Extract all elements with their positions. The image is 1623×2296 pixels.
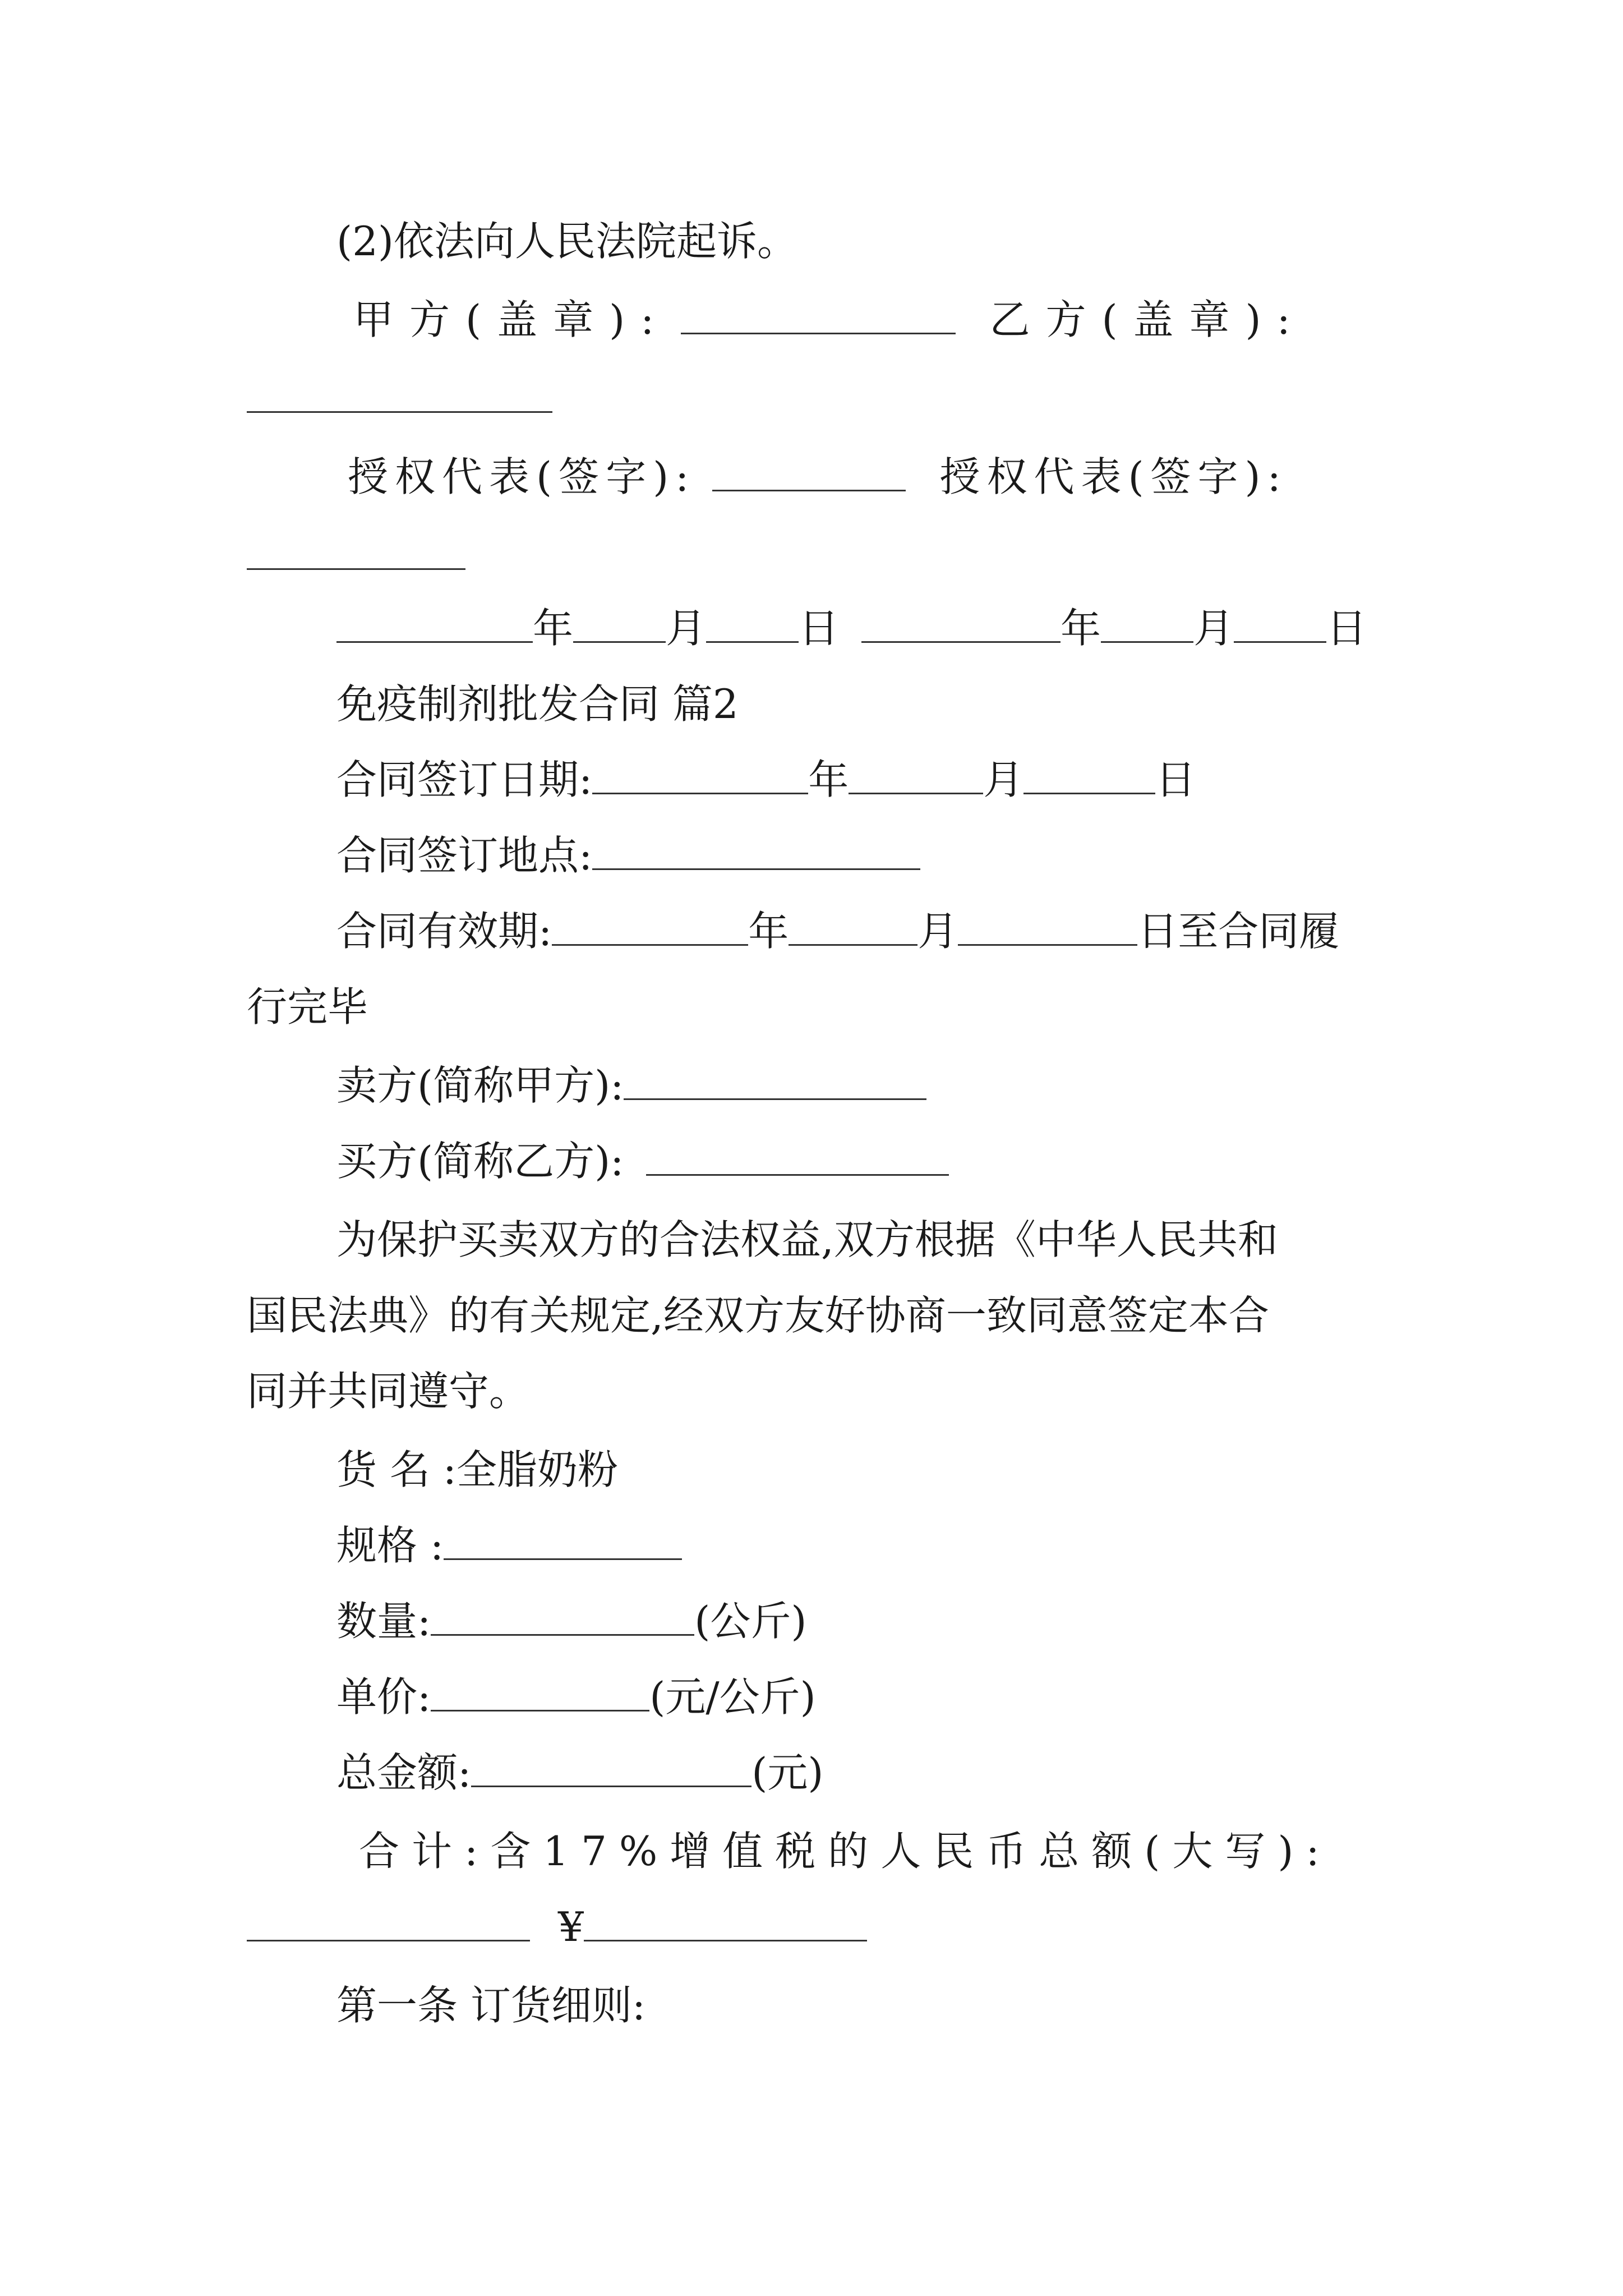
signature-dates <box>336 600 1367 656</box>
intro-line-1: 为保护买卖双方的合法权益,双方根据《中华人民共和 <box>336 1216 1278 1263</box>
seller-label: 卖方(简称甲方): <box>336 1062 624 1109</box>
month-a: 月 <box>666 605 707 652</box>
qty-label: 数量: <box>336 1598 431 1645</box>
validity-label: 合同有效期: <box>336 908 552 955</box>
seal-line <box>353 292 1306 348</box>
sign-day-blank <box>1023 793 1155 794</box>
total-unit: (元) <box>751 1749 824 1796</box>
clause-item: (2)依法向人民法院起诉。 <box>336 218 797 265</box>
month-b: 月 <box>1193 605 1234 652</box>
sign-year: 年 <box>808 756 849 803</box>
sign-place-blank <box>592 868 920 870</box>
buyer-blank <box>646 1174 949 1176</box>
buyer-label: 买方(简称乙方): <box>336 1138 624 1185</box>
price-label: 单价: <box>336 1673 431 1720</box>
rep-a-label: 授权代表(签字): <box>348 453 696 500</box>
total-label: 总金额: <box>336 1749 472 1796</box>
rep-b-blank-line <box>247 527 465 583</box>
year-b: 年 <box>1061 605 1101 652</box>
month-blank-a <box>573 641 666 643</box>
sum-blanks <box>247 1899 867 1955</box>
sign-place-label: 合同签订地点: <box>336 832 593 879</box>
day-a: 日 <box>799 605 840 652</box>
validity-tail: 日至合同履 <box>1137 908 1340 955</box>
yuan-symbol: ¥ <box>558 1903 584 1950</box>
sum-line: 合计:含17%增值税的人民币总额(大写): <box>359 1828 1332 1875</box>
validity-month: 月 <box>917 908 958 955</box>
year-blank-a <box>336 641 533 643</box>
party-a-seal-blank <box>681 333 956 334</box>
year-a: 年 <box>533 605 574 652</box>
qty-unit: (公斤) <box>694 1598 807 1645</box>
buyer-line <box>336 1133 949 1189</box>
party-a-seal-label: 甲方(盖章): <box>353 296 670 343</box>
party-b-seal-label: 乙方(盖章): <box>989 296 1306 343</box>
intro-line-3: 同并共同遵守。 <box>247 1368 530 1415</box>
validity-day-blank <box>958 944 1137 946</box>
rep-a-blank <box>712 490 906 491</box>
day-blank-a <box>706 641 799 643</box>
validity-line <box>336 903 1339 959</box>
spec-label: 规格 : <box>336 1522 444 1569</box>
spec-blank <box>444 1558 682 1560</box>
sign-month-blank <box>849 793 983 794</box>
sign-month: 月 <box>983 756 1024 803</box>
section-title: 免疫制剂批发合同 篇2 <box>336 680 739 728</box>
year-blank-b <box>861 641 1061 643</box>
article-1: 第一条 订货细则: <box>336 1982 646 2029</box>
validity-year-blank <box>552 944 748 946</box>
total-line <box>336 1745 823 1801</box>
rep-b-blank <box>247 568 465 570</box>
sum-number-blank <box>584 1940 867 1941</box>
qty-line <box>336 1593 806 1649</box>
qty-blank <box>431 1634 694 1636</box>
goods-line: 货 名 :全脂奶粉 <box>336 1446 619 1493</box>
month-blank-b <box>1101 641 1193 643</box>
sign-year-blank <box>592 793 808 794</box>
day-blank-b <box>1234 641 1326 643</box>
price-unit: (元/公斤) <box>649 1673 816 1720</box>
rep-line <box>348 449 1288 505</box>
sum-words-blank <box>247 1940 530 1941</box>
party-b-seal-blank <box>247 411 552 413</box>
sign-date-label: 合同签订日期: <box>336 756 593 803</box>
spec-line <box>336 1517 682 1573</box>
intro-line-2: 国民法典》的有关规定,经双方友好协商一致同意签定本合 <box>247 1292 1269 1339</box>
party-b-seal-blank-line <box>247 370 552 426</box>
rep-b-label: 授权代表(签字): <box>939 453 1288 500</box>
validity-year: 年 <box>748 908 789 955</box>
validity-month-blank <box>789 944 917 946</box>
total-blank <box>471 1786 751 1787</box>
day-b: 日 <box>1326 605 1367 652</box>
seller-blank <box>624 1098 926 1100</box>
sign-day: 日 <box>1155 756 1196 803</box>
seller-line <box>336 1057 926 1114</box>
price-blank <box>431 1710 649 1711</box>
validity-line-2: 行完毕 <box>247 983 368 1030</box>
sign-place-line <box>336 827 920 884</box>
price-line <box>336 1669 816 1725</box>
sign-date-line <box>336 752 1196 808</box>
